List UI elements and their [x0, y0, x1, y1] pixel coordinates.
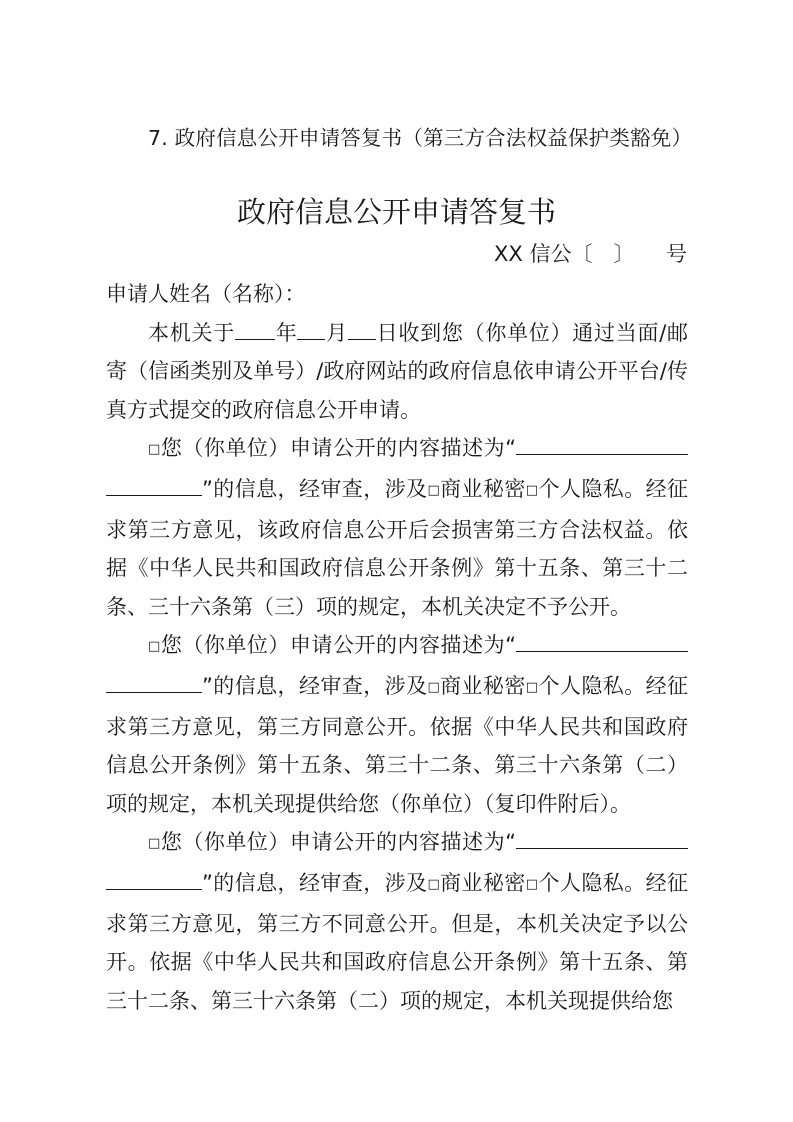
- receipt-prefix: 本机关于: [148, 320, 235, 345]
- option-consent-content-blank-2: [106, 674, 202, 693]
- option-override-text: 个人隐私。经征求第三方意见，第三方不同意公开。但是，本机关决定予以公开。依据《中华人民共和国政府信息公开条例》第十五条、第三十二条、第三十六条第（二）项的规定，本机关现提供给您: [106, 870, 688, 1013]
- option-refuse-paragraph: [106, 429, 688, 626]
- option-consent-close-quote: ”的信息，经审查，涉及: [202, 673, 428, 698]
- document-body: [106, 275, 688, 1020]
- option-override-checkbox: □: [148, 836, 161, 852]
- option-refuse-content-blank-2: [106, 477, 202, 496]
- receipt-paragraph: [106, 314, 688, 430]
- option-consent-content-blank: [516, 633, 688, 652]
- day-blank: [348, 321, 376, 340]
- option-consent-lead: 您（你单位）申请公开的内容描述为“: [160, 633, 516, 658]
- receipt-suffix: 日收到您（你单位）通过当面/邮寄（信函类别及单号）/政府网站的政府信息依申请公开平台/传真方式提交的政府信息公开申请。: [106, 320, 689, 422]
- month-blank: [297, 321, 325, 340]
- year-blank: [235, 321, 275, 340]
- option-consent-checkbox: □: [148, 639, 161, 655]
- trade-secret-label: 商业秘密: [440, 476, 526, 501]
- option-override-content-blank: [516, 830, 688, 849]
- option-override-paragraph: [106, 823, 688, 1020]
- year-label: 年: [274, 320, 298, 345]
- option-refuse-checkbox: □: [148, 442, 161, 458]
- option-override-lead: 您（你单位）申请公开的内容描述为“: [160, 830, 516, 855]
- option-refuse-close-quote: ”的信息，经审查，涉及: [202, 476, 428, 501]
- privacy-checkbox: □: [525, 679, 539, 695]
- option-override-content-blank-2: [106, 871, 202, 890]
- document-number: XX 信公〔 〕 号: [494, 242, 687, 266]
- option-refuse-content-blank: [516, 436, 688, 455]
- option-consent-paragraph: [106, 626, 688, 823]
- trade-secret-checkbox: □: [427, 679, 441, 695]
- trade-secret-label: 商业秘密: [440, 870, 526, 895]
- privacy-checkbox: □: [525, 876, 539, 892]
- option-consent-text: 个人隐私。经征求第三方意见，第三方同意公开。依据《中华人民共和国政府信息公开条例》第十五条、第三十二条、第三十六条第（二）项的规定，本机关现提供给您（你单位）（复印件附后）。: [106, 673, 688, 816]
- month-label: 月: [325, 320, 348, 345]
- privacy-checkbox: □: [525, 482, 539, 498]
- trade-secret-label: 商业秘密: [440, 673, 526, 698]
- trade-secret-checkbox: □: [427, 876, 441, 892]
- option-refuse-lead: 您（你单位）申请公开的内容描述为“: [160, 436, 516, 461]
- option-refuse-text: 个人隐私。经征求第三方意见，该政府信息公开后会损害第三方合法权益。依据《中华人民共和国政府信息公开条例》第十五条、第三十二条、三十六条第（三）项的规定，本机关决定不予公开。: [106, 476, 688, 619]
- trade-secret-checkbox: □: [427, 482, 441, 498]
- salutation: 申请人姓名（名称）：: [106, 282, 306, 306]
- section-heading: 7. 政府信息公开申请答复书（第三方合法权益保护类豁免）: [148, 126, 693, 150]
- document-title: 政府信息公开申请答复书: [236, 195, 556, 229]
- option-override-close-quote: ”的信息，经审查，涉及: [202, 870, 428, 895]
